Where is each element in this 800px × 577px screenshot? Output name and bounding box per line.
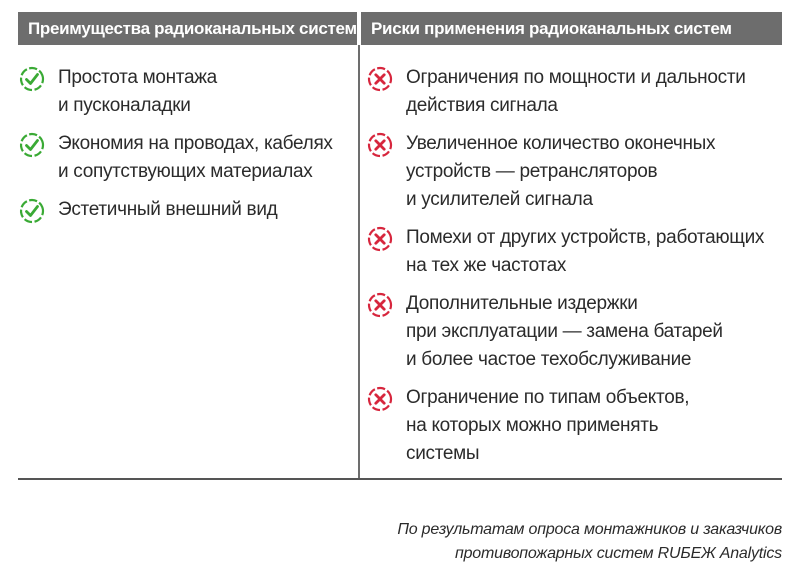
risk-text-line: и более частое техобслуживание [406, 349, 692, 370]
risk-text-line: Ограничение по типам объектов, [406, 387, 690, 408]
advantage-text-line: Эстетичный внешний вид [58, 199, 278, 220]
risk-text-line: действия сигнала [406, 95, 558, 116]
check-circle-icon [18, 131, 46, 159]
footnote-line: По результатам опроса монтажников и заказчиков [397, 521, 782, 538]
source-footnote [397, 518, 782, 566]
cross-circle-icon [366, 225, 394, 253]
advantage-text-line: и пусконаладки [58, 95, 191, 116]
risk-text-line: устройств — ретрансляторов [406, 161, 658, 182]
risk-item [366, 384, 776, 468]
column-divider [358, 45, 360, 478]
risk-text-line: Дополнительные издержки [406, 293, 638, 314]
risk-item [366, 130, 776, 214]
advantage-item [18, 64, 353, 120]
advantage-text-line: Простота монтажа [58, 67, 217, 88]
risk-item [366, 290, 776, 374]
risk-text-line: системы [406, 443, 480, 464]
cross-circle-icon [366, 65, 394, 93]
risks-column [366, 64, 776, 478]
footnote-line: противопожарных систем RUБЕЖ Analytics [454, 545, 782, 562]
risk-text-line: при эксплуатации — замена батарей [406, 321, 723, 342]
cross-circle-icon [366, 131, 394, 159]
advantage-text-line: и сопутствующих материалах [58, 161, 313, 182]
risk-text-line: на которых можно применять [406, 415, 659, 436]
risk-text-line: Помехи от других устройств, работающих [406, 227, 765, 248]
risk-text-line: Увеличенное количество оконечных [406, 133, 716, 154]
risk-text-line: и усилителей сигнала [406, 189, 593, 210]
advantage-item [18, 196, 353, 224]
advantages-header: Преимущества радиоканальных систем [18, 12, 357, 45]
comparison-table [18, 12, 782, 480]
check-circle-icon [18, 65, 46, 93]
cross-circle-icon [366, 385, 394, 413]
check-circle-icon [18, 197, 46, 225]
advantages-column [18, 64, 353, 234]
cross-circle-icon [366, 291, 394, 319]
advantage-text-line: Экономия на проводах, кабелях [58, 133, 333, 154]
risk-item [366, 64, 776, 120]
risks-header: Риски применения радиоканальных систем [361, 12, 782, 45]
risk-text-line: Ограничения по мощности и дальности [406, 67, 746, 88]
risk-text-line: на тех же частотах [406, 255, 567, 276]
advantage-item [18, 130, 353, 186]
risk-item [366, 224, 776, 280]
